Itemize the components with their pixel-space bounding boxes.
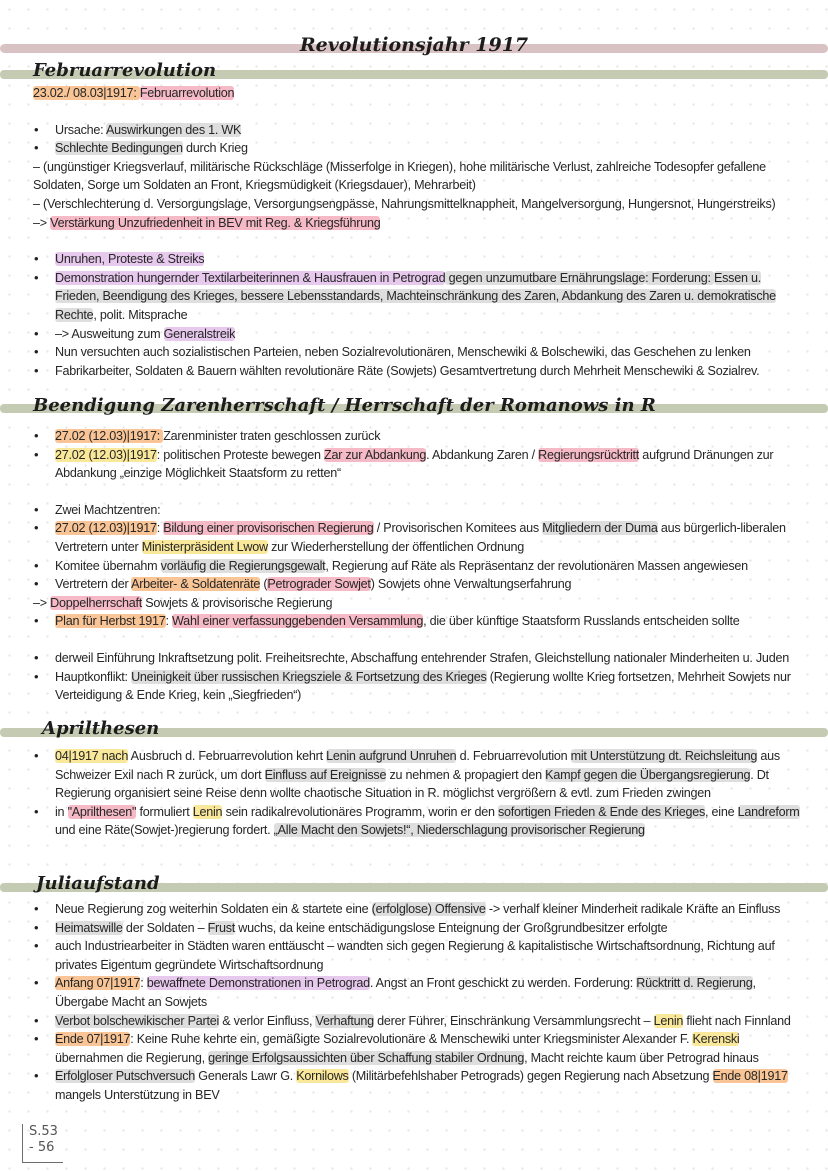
list-item: • Unruhen, Proteste & Streiks (0, 250, 828, 269)
page-title: Revolutionsjahr 1917 (299, 34, 529, 56)
paragraph-line: Soldaten, Sorge um Soldaten an Front, Kriegsmüdigkeit (Kriegsdauer), Mehrarbeit) (33, 178, 476, 193)
list-item-cont: und eine Räte(Sowjet-)regierung fordert. „Alle Macht den Sowjets!“, Niederschlagung provisorischer Regierung (55, 823, 645, 838)
list-item-cont: Vertretern unter Ministerpräsident Lwow zur Wiederherstellung der öffentlichen Ordnung (55, 539, 524, 554)
section-februarrevolution (0, 60, 828, 380)
list-item: • Ursache: Auswirkungen des 1. WK (0, 121, 828, 140)
list-item: • 27.02 (12.03)|1917: Zarenminister traten geschlossen zurück (0, 427, 828, 446)
list-item: • auch Industriearbeiter in Städten waren enttäuscht – wandten sich gegen Regierung & kapitalistische Wirtschaftsordnung, Richtung auf (0, 937, 828, 956)
section-juliaufstand (0, 873, 828, 1105)
paragraph-line: –> Verstärkung Unzufriedenheit in BEV mit Reg. & Kriegsführung (33, 215, 381, 230)
list-item: • 04|1917 nach Ausbruch d. Februarrevolution kehrt Lenin aufgrund Unruhen d. Februarrevolution mit Unterstützung dt. Reichsleitung aus (0, 747, 828, 766)
list-item: • Anfang 07|1917: bewaffnete Demonstrationen in Petrograd. Angst an Front geschickt zu werden. Forderung: Rücktritt d. Regierung, (0, 974, 828, 993)
list-item: • Verbot bolschewikischer Partei & verlor Einfluss, Verhaftung derer Führer, Einschränkung Versammlungsrecht – Lenin flieht nach Finnland (0, 1012, 828, 1031)
list-item: • Heimatswille der Soldaten – Frust wuchs, da keine entschädigungslose Enteignung der Großgrundbesitzer erfolgte (0, 919, 828, 938)
section-heading: Februarrevolution (33, 60, 217, 81)
list-item-cont: übernahmen die Regierung, geringe Erfolgsaussichten über Schaffung stabiler Ordnung, Macht reichte kaum über Petrograd hinaus (55, 1050, 759, 1065)
list-item: • Erfolgloser Putschversuch Generals Lawr G. Kornilows (Militärbefehlshaber Petrograds) gegen Regierung nach Absetzung Ende 08|1917 (0, 1067, 828, 1086)
list-item: • Zwei Machtzentren: (0, 501, 828, 520)
list-item-cont: Frieden, Beendigung des Krieges, bessere Lebensstandards, Machteinschränkung des Zaren, Abdankung des Zaren u. demokratische (55, 289, 776, 304)
section-aprilthesen (0, 718, 828, 840)
list-item: • Demonstration hungernder Textilarbeiterinnen & Hausfrauen in Petrograd gegen unzumutbare Ernährungslage: Forderung: Essen u. (0, 269, 828, 288)
section-zarenherrschaft (0, 395, 828, 705)
section-heading: Juliaufstand (36, 873, 160, 894)
list-item: • 27.02 (12.03)|1917: Bildung einer provisorischen Regierung / Provisorischen Komitees aus Mitgliedern der Duma aus bürgerlich-liberalen (0, 519, 828, 538)
section-heading: Aprilthesen (42, 718, 160, 739)
list-item: • Komitee übernahm vorläufig die Regierungsgewalt, Regierung auf Räte als Repräsentanz der revolutionären Massen angewiesen (0, 557, 828, 576)
date-line: 23.02./ 08.03|1917: Februarrevolution (33, 86, 235, 100)
list-item: • 27.02 (12.03)|1917: politischen Proteste bewegen Zar zur Abdankung. Abdankung Zaren / Regierungsrücktritt aufgrund Dränungen zur (0, 446, 828, 465)
list-item: • –> Ausweitung zum Generalstreik (0, 325, 828, 344)
list-item-cont: Schweizer Exil nach R zurück, um dort Einfluss auf Ereignisse zu nehmen & propagiert den Kampf gegen die Übergangsregierung. Dt (55, 767, 769, 782)
paragraph-line: – (ungünstiger Kriegsverlauf, militärische Rückschläge (Misserfolge in Kriegen), hohe militärische Verlust, zahlreiche Todesopfer gefallene (33, 159, 766, 174)
list-item: • Ende 07|1917: Keine Ruhe kehrte ein, gemäßigte Sozialrevolutionäre & Menschewiki unter Kriegsminister Alexander F. Kerenski (0, 1030, 828, 1049)
list-item: • Fabrikarbeiter, Soldaten & Bauern wählten revolutionäre Räte (Sowjets) Gesamtvertretung durch Mehrheit Menschewiki & Sozialrev. (0, 362, 828, 381)
list-item: • Vertretern der Arbeiter- & Soldatenräte (Petrograder Sowjet) Sowjets ohne Verwaltungserfahrung (0, 575, 828, 594)
list-item-cont: privates Eigentum gegründete Wirtschaftsordnung (55, 957, 324, 972)
list-item: • Neue Regierung zog weiterhin Soldaten ein & startete eine (erfolglose) Offensive -> verhalf kleiner Minderheit radikale Kräfte an Einfluss (0, 900, 828, 919)
section-heading: Beendigung Zarenherrschaft / Herrschaft der Romanows in R (33, 395, 656, 416)
list-item: • Schlechte Bedingungen durch Krieg (0, 139, 828, 158)
list-item: • derweil Einführung Inkraftsetzung polit. Freiheitsrechte, Abschaffung entehrender Strafen, Gleichstellung nationaler Minderheiten u. Juden (0, 649, 828, 668)
list-item: • Plan für Herbst 1917: Wahl einer verfassunggebenden Versammlung, die über künftige Staatsform Russlands entscheiden sollte (0, 612, 828, 631)
list-item-cont: Regierung organisiert seine Reise denn wollte chaotische Situation in R. möglichst vergrößern & evtl. zum Frieden zwingen (55, 786, 711, 801)
list-item-cont: Rechte, polit. Mitsprache (55, 307, 188, 322)
paragraph-line: – (Verschlechterung d. Versorgungslage, Versorgungsengpässe, Nahrungsmittelknappheit, Mangelversorgung, Hungersnot, Hungerstreiks) (33, 196, 776, 211)
list-item-cont: Übergabe Macht an Sowjets (55, 994, 207, 1009)
list-item-cont: Verteidigung & Ende Krieg, kein „Siegfrieden“) (55, 688, 302, 703)
list-item: • in "Aprilthesen" formuliert Lenin sein radikalrevolutionäres Programm, worin er den sofortigen Frieden & Ende des Krieges, eine Landreform (0, 803, 828, 822)
list-item-cont: Abdankung „einzige Möglichkeit Staatsform zu retten“ (55, 466, 341, 481)
page-reference: S.53 - 56 (22, 1124, 63, 1163)
list-item: • Hauptkonflikt: Uneinigkeit über russischen Kriegsziele & Fortsetzung des Krieges (Regierung wollte Krieg fortsetzen, Mehrheit Sowjets nur (0, 668, 828, 687)
list-item-cont: mangels Unterstützung in BEV (55, 1087, 220, 1102)
list-item: • Nun versuchten auch sozialistischen Parteien, neben Sozialrevolutionären, Menschewiki & Bolschewiki, das Geschehen zu lenken (0, 343, 828, 362)
paragraph-line: –> Doppelherrschaft Sowjets & provisorische Regierung (33, 595, 333, 610)
